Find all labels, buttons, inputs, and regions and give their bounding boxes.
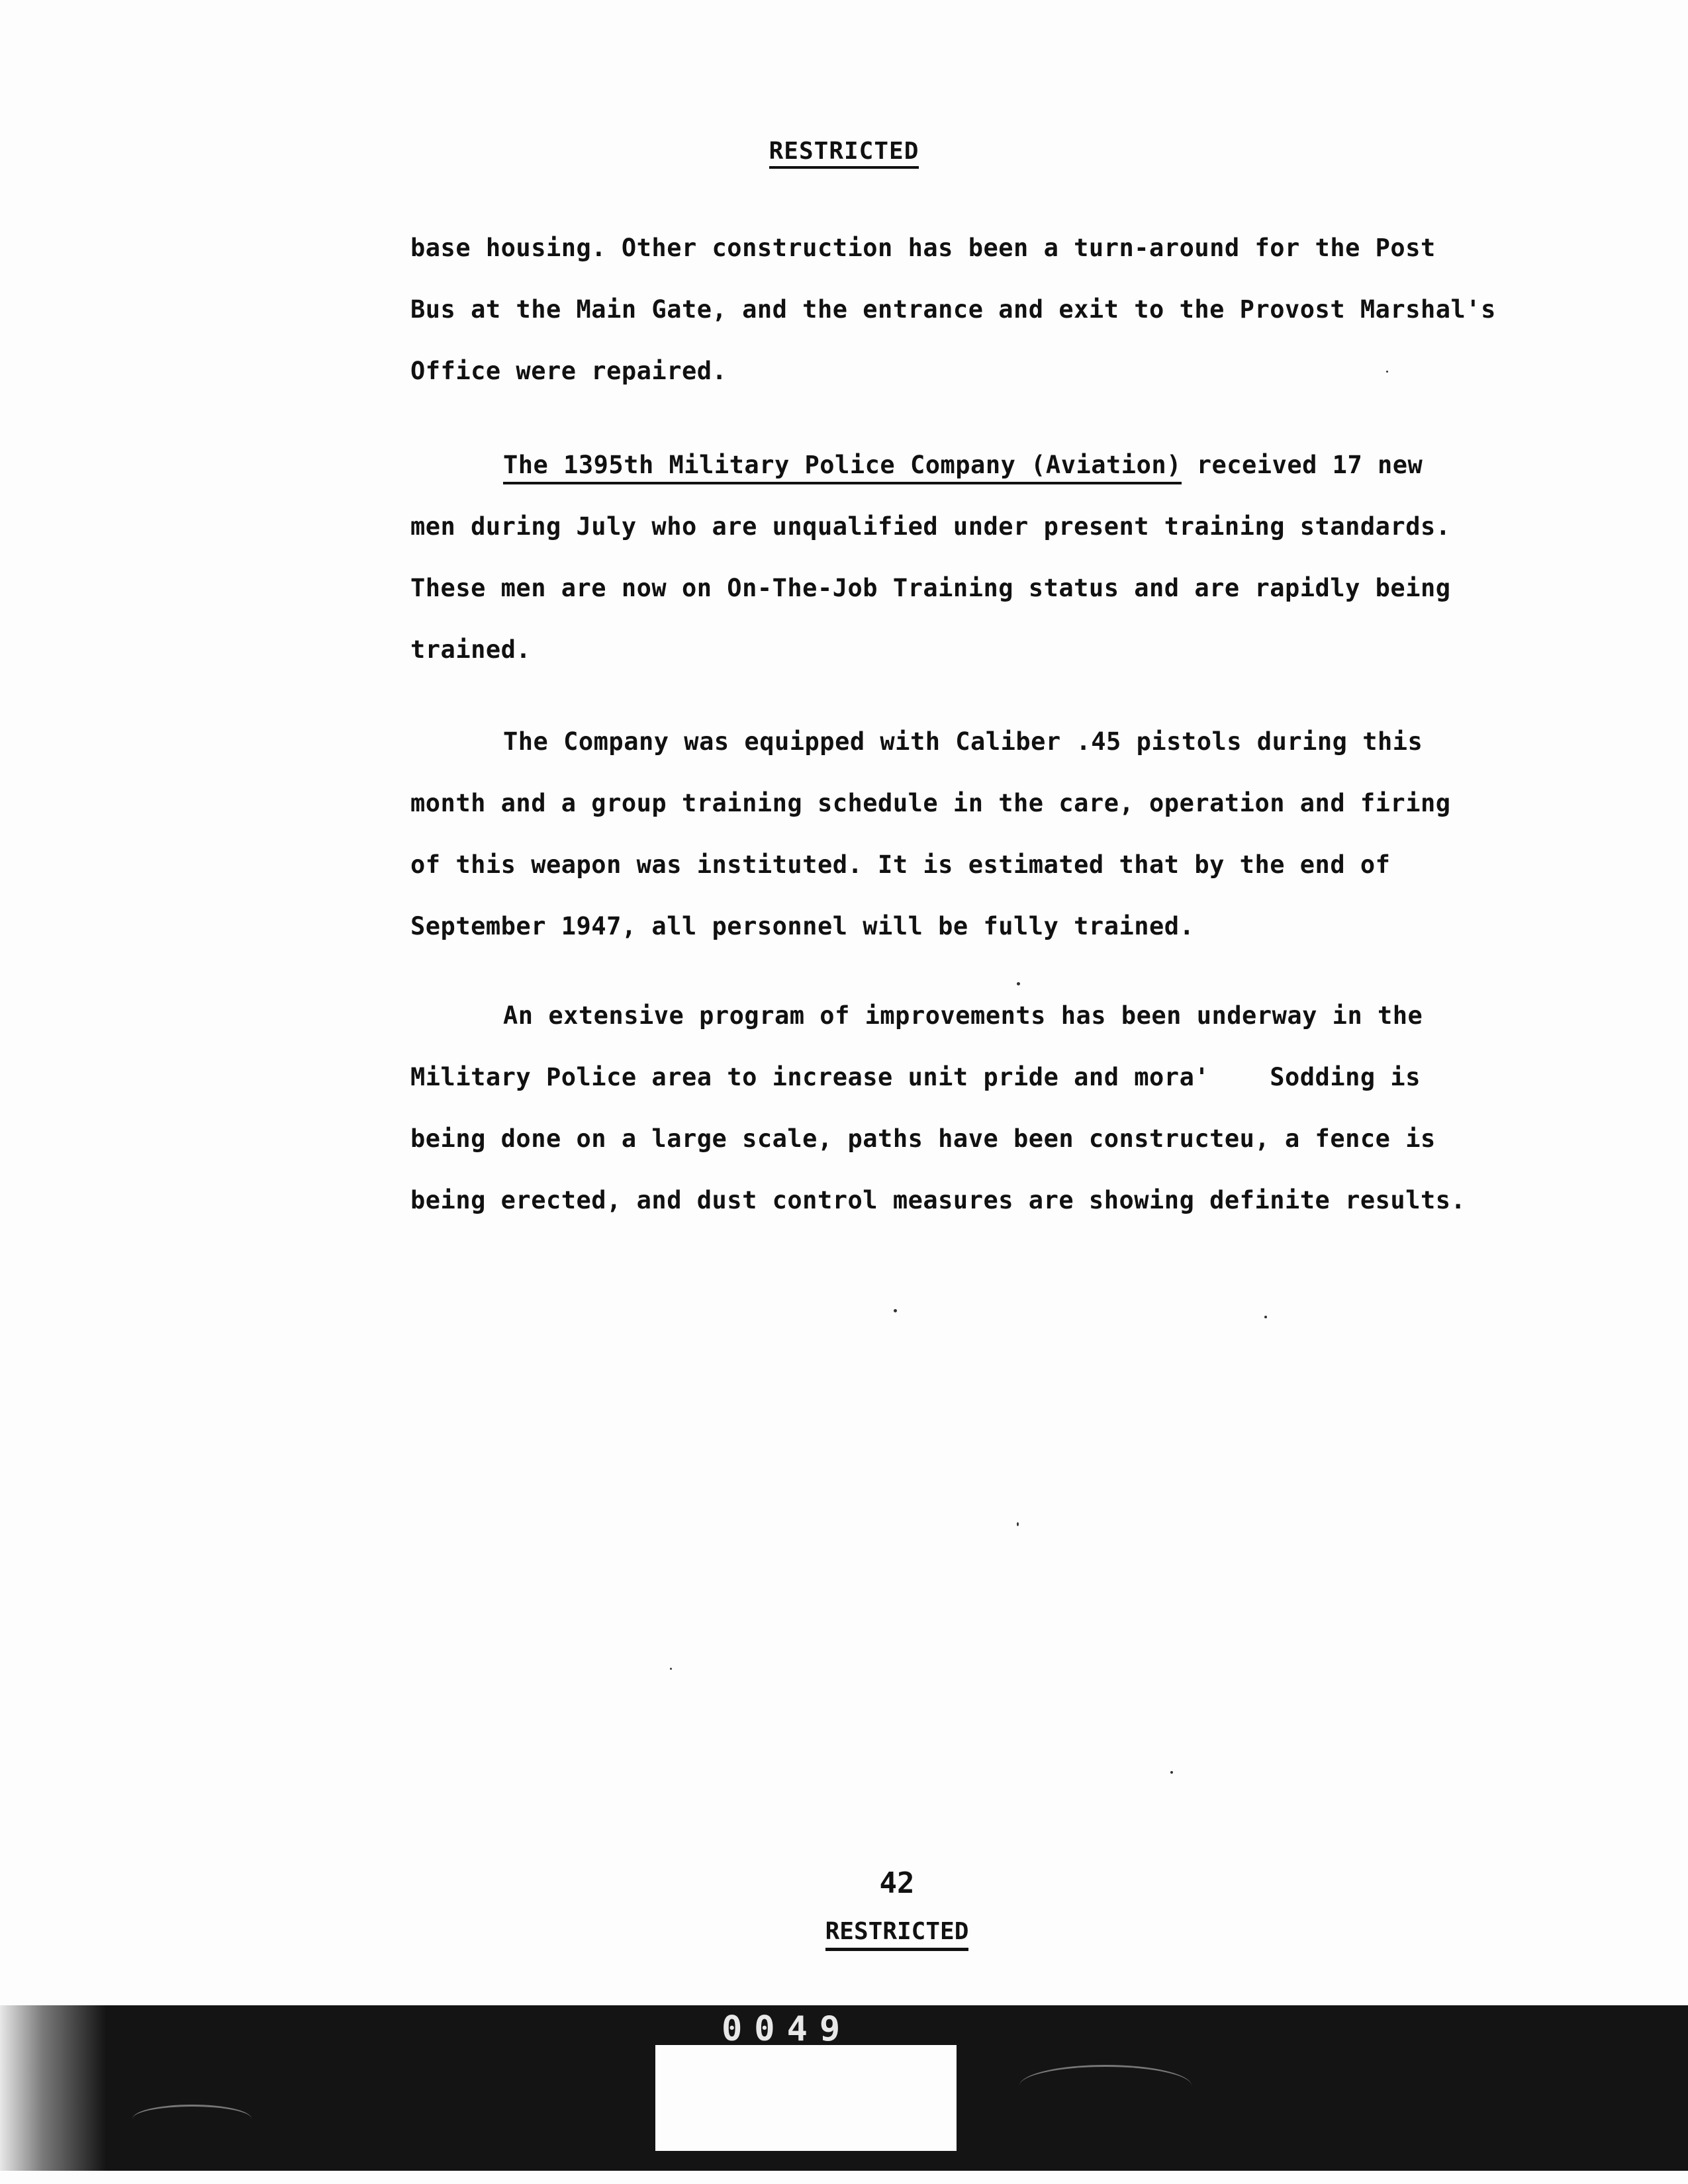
text-line: trained. bbox=[410, 635, 532, 664]
microfilm-window bbox=[655, 2045, 957, 2151]
text-line: being erected, and dust control measures are showing definite results. bbox=[410, 1186, 1466, 1214]
text-line: These men are now on On-The-Job Training status and are rapidly being bbox=[410, 574, 1451, 602]
text-line: Office were repaired. bbox=[410, 357, 727, 385]
film-scuff bbox=[1019, 2065, 1192, 2107]
scan-speck bbox=[1386, 371, 1388, 373]
text-line: base housing. Other construction has been a turn-around for the Post bbox=[410, 234, 1436, 262]
header-classification bbox=[0, 138, 1688, 165]
scan-speck bbox=[1017, 1522, 1019, 1526]
paragraph-pistols bbox=[410, 711, 1529, 957]
footer-classification bbox=[53, 1918, 1688, 1945]
film-scuff bbox=[132, 2105, 252, 2133]
text-line: Bus at the Main Gate, and the entrance and exit to the Provost Marshal's bbox=[410, 295, 1496, 324]
text-line-rest: received 17 new bbox=[1181, 451, 1423, 479]
text-line: of this weapon was instituted. It is estimated that by the end of bbox=[410, 850, 1391, 879]
text-line: month and a group training schedule in the care, operation and firing bbox=[410, 789, 1451, 817]
scan-speck bbox=[1017, 982, 1020, 985]
text-line bbox=[410, 434, 1529, 496]
text-line: The Company was equipped with Caliber .45 pistols during this bbox=[503, 727, 1423, 756]
paragraph-improvements bbox=[410, 985, 1529, 1231]
scan-speck bbox=[1170, 1771, 1173, 1774]
text-line: Military Police area to increase unit pride and mora' Sodding is bbox=[410, 1063, 1421, 1091]
text-line: being done on a large scale, paths have been constructeu, a fence is bbox=[410, 1124, 1436, 1153]
scan-speck bbox=[1264, 1316, 1267, 1318]
paragraph-military-police-company bbox=[410, 434, 1529, 680]
header-classification-text: RESTRICTED bbox=[769, 138, 919, 169]
paragraph-base-housing bbox=[410, 217, 1529, 402]
footer-classification-text: RESTRICTED bbox=[825, 1918, 969, 1951]
scan-speck bbox=[894, 1309, 897, 1312]
microfilm-frame-number: 0049 bbox=[722, 2009, 853, 2049]
underlined-unit-name: The 1395th Military Police Company (Aviation) bbox=[503, 451, 1182, 484]
text-line: An extensive program of improvements has been underway in the bbox=[503, 1001, 1423, 1030]
scan-speck bbox=[670, 1668, 672, 1670]
page-number: 42 bbox=[879, 1866, 915, 1900]
text-line: September 1947, all personnel will be fully trained. bbox=[410, 912, 1195, 940]
text-line: men during July who are unqualified under present training standards. bbox=[410, 512, 1451, 541]
